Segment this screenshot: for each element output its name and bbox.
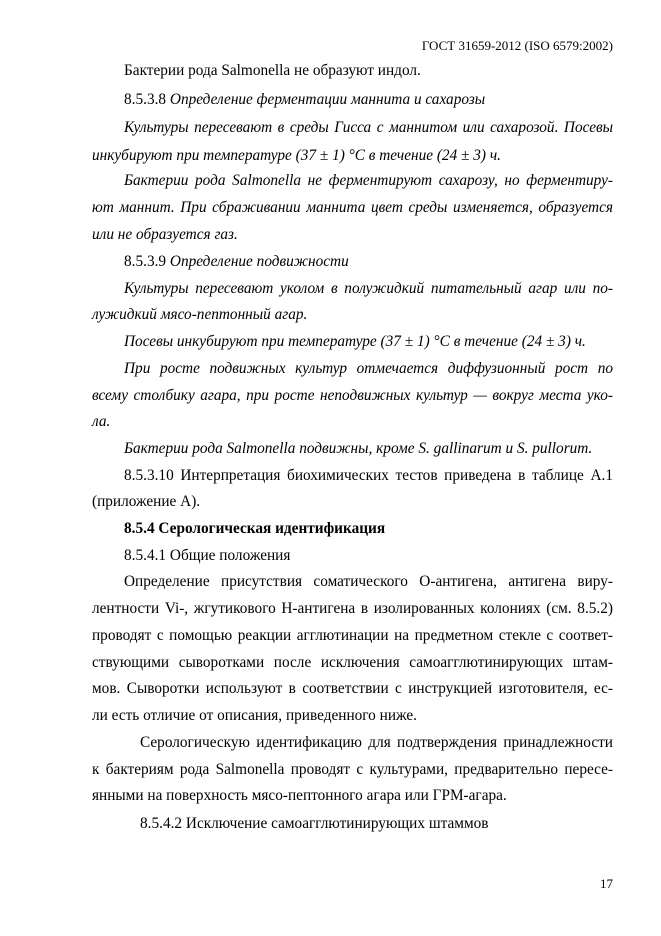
section-title: Определение подвижности xyxy=(169,253,349,270)
section-title: Определение ферментации маннита и сахарозы xyxy=(169,91,486,108)
text-line: янными на поверхность мясо-пептонного агара или ГРМ-агара. xyxy=(92,787,507,804)
text-line: проводят с помощью реакции агглютинации на предметном стекле с соответ- xyxy=(92,627,613,644)
text-line: Культуры пересевают в среды Гисса с маннитом или сахарозой. Посевы xyxy=(124,119,613,136)
text-line: лужидкий мясо-пептонный агар. xyxy=(92,306,308,323)
text-line: 8.5.3.10 Интерпретация биохимических тестов приведена в таблице А.1 xyxy=(124,467,613,484)
text-line: Определение присутствия соматического О-антигена, антигена виру- xyxy=(124,573,613,590)
page-number: 17 xyxy=(600,876,613,891)
text-line: ла. xyxy=(92,413,111,430)
section-number: 8.5.3.9 xyxy=(124,253,170,270)
text-line: ют маннит. При сбраживании маннита цвет среды изменяется, образуется xyxy=(92,199,613,216)
section-heading-8-5-4-1: 8.5.4.1 Общие положения xyxy=(124,547,291,564)
text-line: мов. Сыворотки используют в соответствии с инструкцией изготовителя, ес- xyxy=(92,680,613,697)
standard-header: ГОСТ 31659-2012 (ISO 6579:2002) xyxy=(421,38,613,53)
text-line: ли есть отличие от описания, приведенного ниже. xyxy=(92,707,418,724)
section-heading-8-5-4: 8.5.4 Серологическая идентификация xyxy=(124,520,386,537)
text-line: всему столбику агара, при росте неподвижных культур — вокруг места уко- xyxy=(92,387,613,404)
section-heading-8-5-3-8 xyxy=(124,87,613,113)
section-heading-8-5-4-2: 8.5.4.2 Исключение самоагглютинирующих штаммов xyxy=(140,815,489,832)
text-line: Серологическую идентификацию для подтверждения принадлежности xyxy=(140,734,613,751)
text-line: или не образуется газ. xyxy=(92,226,238,243)
section-heading-8-5-3-9 xyxy=(124,249,613,275)
text-line: Бактерии рода Salmonella не ферментируют сахарозу, но ферментиру- xyxy=(124,172,613,189)
text-line: Бактерии рода Salmonella не образуют индол. xyxy=(124,62,421,79)
text-line: ствующими сыворотками после исключения самоагглютинирующих штам- xyxy=(92,654,613,671)
section-number: 8.5.3.8 xyxy=(124,91,170,108)
text-line: Культуры пересевают уколом в полужидкий питательный агар или по- xyxy=(124,280,613,297)
text-line: Посевы инкубируют при температуре (37 ± 1) °С в течение (24 ± 3) ч. xyxy=(124,333,586,350)
text-line: (приложение А). xyxy=(92,493,201,510)
text-line: Бактерии рода Salmonella подвижны, кроме S. gallinarum и S. pullorum. xyxy=(124,440,593,457)
text-line: лентности Vi-, жгутикового Н-антигена в изолированных колониях (см. 8.5.2) xyxy=(92,600,613,617)
text-line: инкубируют при температуре (37 ± 1) °С в течение (24 ± 3) ч. xyxy=(92,147,501,164)
text-line: При росте подвижных культур отмечается диффузионный рост по xyxy=(124,360,613,377)
text-line: к бактериям рода Salmonella проводят с культурами, предварительно пересе- xyxy=(92,761,613,778)
